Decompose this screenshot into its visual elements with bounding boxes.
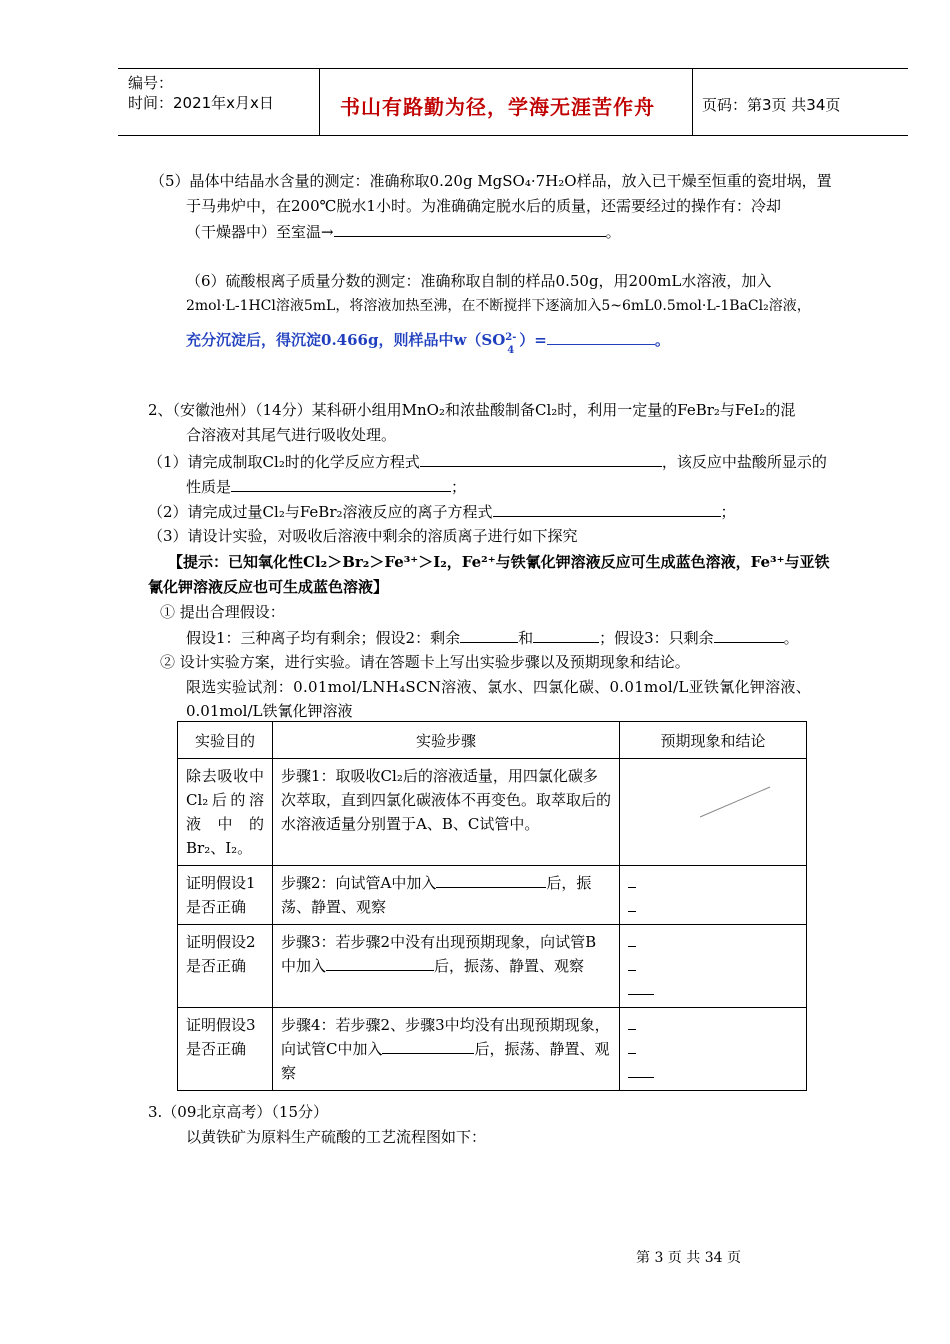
answer-blank[interactable] [628,980,654,995]
answer-blank[interactable] [533,628,599,643]
q2-hyp-a: 假设1：三种离子均有剩余；假设2：剩余 [186,629,461,647]
row2-step-b: 后，振荡、静置、观察 [281,874,592,916]
header-number: 编号： [128,74,174,92]
q2-s1b: ，该反应中盐酸所显示的 [661,453,827,471]
q2-s2 [148,502,736,521]
q2-hypotheses [186,628,799,647]
header-top-rule [118,68,908,69]
q2-s1a: （1）请完成制取Cl₂时的化学反应方程式 [148,453,420,471]
answer-blank[interactable] [493,502,721,517]
q3-text: 以黄铁矿为原料生产硫酸的工艺流程图如下： [186,1128,487,1146]
row2-purpose: 证明假设1是否正确 [178,866,273,925]
row2-step-a: 步骤2：向试管A中加入 [281,874,437,892]
answer-blank[interactable] [628,956,636,971]
row4-step-a: 步骤4：若步骤2、步骤3中均没有出现预期现象，向试管C中加入 [281,1016,610,1058]
answer-blank[interactable] [628,1063,654,1078]
table-header-row [178,722,807,759]
q2-hyp-d: 。 [783,629,799,647]
q2-hyp-c: ；假设3：只剩余 [599,629,714,647]
q1-p6-line3-mid: ）= [519,331,547,349]
experiment-table [177,721,807,1091]
q2-hint-line2: 氰化钾溶液反应也可生成蓝色溶液】 [148,578,389,596]
header-steps: 实验步骤 [273,722,620,759]
q2-title-line2: 合溶液对其尾气进行吸收处理。 [186,426,397,444]
header-divider-right [692,68,693,135]
answer-blank[interactable] [460,628,518,643]
row3-purpose: 证明假设2是否正确 [178,925,273,1008]
row4-expected[interactable] [620,1008,807,1091]
header-divider-left [319,68,320,135]
diagonal-line [620,759,804,849]
q1-p5-line3 [186,222,621,241]
q2-hyp-b: 和 [518,629,534,647]
q1-p5-line3-end: 。 [605,223,621,241]
sulfate-charge: 2- [505,332,517,343]
sulfate-subscript: 4 [507,345,515,356]
q2-reagents-line2: 0.01mol/L铁氰化钾溶液 [186,702,353,720]
q2-c1: ① 提出合理假设： [160,603,285,621]
q1-p5-line3-text: （干燥器中）至室温→ [186,223,334,241]
header-motto: 书山有路勤为径，学海无涯苦作舟 [340,95,655,119]
row1-step: 步骤1：取吸收Cl₂后的溶液适量，用四氯化碳多次萃取，直到四氯化碳液体不再变色。取萃取后的水溶液适量分别置于A、B、C试管中。 [273,759,620,866]
q1-p5-line1: （5）晶体中结晶水含量的测定：准确称取0.20g MgSO₄·7H₂O样品，放入已干燥至恒重的瓷坩埚，置 [150,172,832,190]
row4-purpose: 证明假设3是否正确 [178,1008,273,1091]
q2-s3: （3）请设计实验，对吸收后溶液中剩余的溶质离子进行如下探究 [148,527,578,545]
answer-blank[interactable] [628,873,636,888]
row1-purpose: 除去吸收中Cl₂后的溶液中的Br₂、I₂。 [178,759,273,866]
answer-blank[interactable] [326,956,434,971]
answer-blank[interactable] [382,1039,474,1054]
row2-expected[interactable] [620,866,807,925]
q2-reagents-line1: 限选实验试剂：0.01mol/LNH₄SCN溶液、氯水、四氯化碳、0.01mol/L亚铁氰化钾溶液、 [186,678,812,696]
row3-expected[interactable] [620,925,807,1008]
q1-p6-line3-text: 充分沉淀后，得沉淀0.466g，则样品中w（SO [186,331,506,349]
table-row [178,925,807,1008]
row1-expected [620,759,807,866]
row3-step-a: 步骤3：若步骤2中没有出现预期现象，向试管B中加入 [281,933,597,975]
q1-p6-line3 [186,330,670,356]
row4-step-b: 后，振荡、静置、观察 [281,1040,610,1082]
header-bottom-rule [118,135,908,136]
q2-s1c: 性质是 [186,478,232,496]
answer-blank[interactable] [628,932,636,947]
q2-title-line1: 2、（安徽池州）（14分）某科研小组用MnO₂和浓盐酸制备Cl₂时，利用一定量的FeBr₂与FeI₂的混 [148,401,796,419]
answer-blank[interactable] [628,1015,636,1030]
header-purpose: 实验目的 [178,722,273,759]
header-expected: 预期现象和结论 [620,722,807,759]
q2-s1-line2 [186,477,466,496]
footer-page-number: 第 3 页 共 34 页 [636,1250,741,1266]
answer-blank[interactable] [420,452,662,467]
q2-s2b: ； [720,503,736,521]
row4-step [273,1008,620,1091]
row3-step [273,925,620,1008]
q2-s2a: （2）请完成过量Cl₂与FeBr₂溶液反应的离子方程式 [148,503,493,521]
header-time: 时间：2021年x月x日 [128,94,274,112]
answer-blank[interactable] [231,477,451,492]
answer-blank[interactable] [714,628,784,643]
answer-blank[interactable] [547,330,655,345]
answer-blank[interactable] [628,1039,636,1054]
table-row [178,866,807,925]
q3-title: 3.（09北京高考）（15分） [148,1103,328,1121]
q2-s1-line1 [148,452,827,471]
q2-hint-line1: 【提示：已知氧化性Cl₂＞Br₂＞Fe³⁺＞I₂，Fe²⁺与铁氰化钾溶液反应可生成蓝色溶液，Fe³⁺与亚铁 [168,553,830,571]
q2-c2: ② 设计实验方案，进行实验。请在答题卡上写出实验步骤以及预期现象和结论。 [160,653,690,671]
q1-p6-line2: 2mol·L-1HCl溶液5mL，将溶液加热至沸，在不断搅拌下逐滴加入5~6mL0.5mol·L-1BaCl₂溶液， [186,298,811,314]
answer-blank[interactable] [628,897,636,912]
header-page: 页码：第3页 共34页 [702,96,841,114]
table-row [178,1008,807,1091]
answer-blank[interactable] [436,873,546,888]
q1-p6-line3-end: 。 [654,331,670,349]
q1-p5-line2: 于马弗炉中，在200℃脱水1小时。为准确确定脱水后的质量，还需要经过的操作有：冷却 [186,197,781,215]
q1-p6-line1: （6）硫酸根离子质量分数的测定：准确称取自制的样品0.50g，用200mL水溶液，加入 [186,272,772,290]
answer-blank[interactable] [334,222,606,237]
row2-step [273,866,620,925]
row3-step-b: 后，振荡、静置、观察 [434,957,585,975]
table-row [178,759,807,866]
q2-s1d: ； [451,478,467,496]
